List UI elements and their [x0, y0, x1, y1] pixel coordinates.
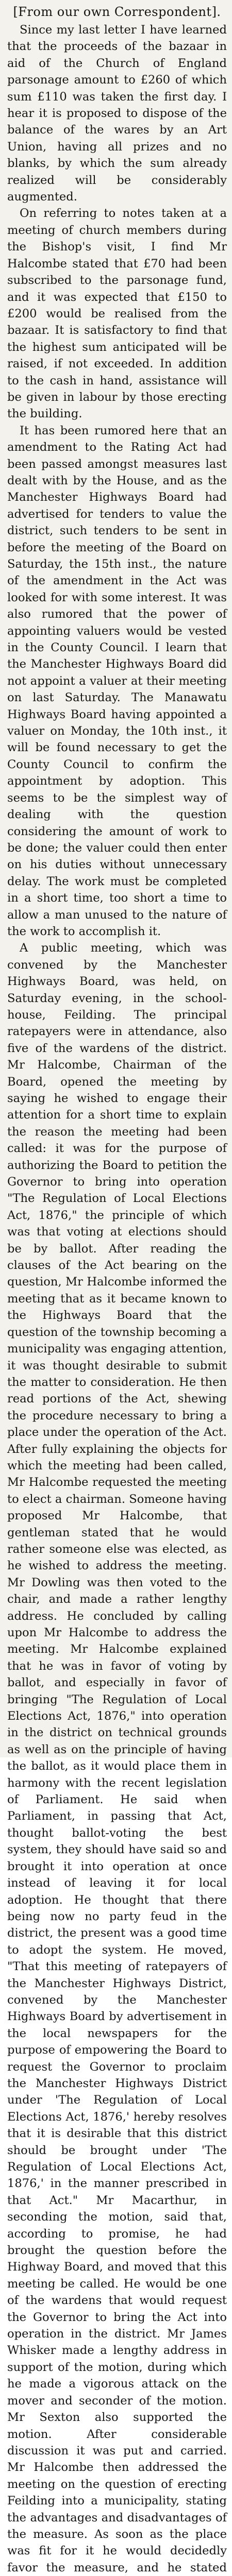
- paragraph-bazaar-proceeds: Since my last letter I have learned that the proceeds of the bazaar in aid of the Church of England parsonage amount to £260 of which sum £110 was taken the first day. I hear it is proposed to dispose of the balance of the wares by an Art Union, having all prizes and no blanks, by which the sum already realized will be considerably augmented.: [7, 23, 227, 204]
- byline: [From our own Correspondent].: [13, 5, 221, 19]
- paragraph-rating-act: It has been rumored here that an amendment to the Rating Act had been passed amongst measures last dealt with by the House, and as the Manchester Highways Board had advertised for tenders to value the district, such tenders to be sent in before the meeting of the Board on Saturday, the 15th inst., the nature of the amendment in the Act was looked for with some interest. It was also rumored that the power of appointing valuers would be vested in the County Council. I learn that the Manchester Highways Board did not appoint a valuer at their meeting on last Saturday. The Manawatu Highways Board having appointed a valuer on Monday, the 10th inst., it will be found necessary to get the County Council to confirm the appointment by adoption. This seems to be the simplest way of dealing with the question considering the amount of work to be done; the valuer could then enter on his duties without unnecessary delay. The work must be completed in a short time, too short a time to allow a man unused to the nature of the work to accomplish it.: [7, 423, 227, 938]
- paragraph-public-meeting: A public meeting, which was convened by the Manchester Highways Board, was held, on Saturday evening, in the school-house, Feilding. The principal ratepayers were in attendance, also five of the wardens of the district. Mr Halcombe, Chairman of the Board, opened the meeting by saying he wished to engage their attention for a short time to explain the reason the meeting had been called: it was for the purpose of authorizing the Board to petition the Governor to bring into operation "The Regulation of Local Elections Act, 1876," the principle of which was that voting at elections should be by ballot. After reading the clauses of the Act bearing on the question, Mr Halcombe informed the meeting that as it became known to the Highways Board that the question of the township becoming a municipality was engaging attention, it was thought desirable to submit the matter to consideration. He then read portions of the Act, shewing the procedure necessary to bring a place under the operation of the Act. After fully explaining the objects for which the meeting had been called, Mr Halcombe requested the meeting to elect a chairman. Someone having proposed Mr Halcombe, that gentleman stated that he would rather someone else was elected, as he wished to address the meeting. Mr Dowling was then voted to the chair, and made a rather lengthy address. He concluded by calling upon Mr Halcombe to address the meeting. Mr Halcombe explained that he was in favor of voting by ballot, and especially in favor of bringing "The Regulation of Local Elections Act, 1876," into operation in the district on technical grounds as well as on the principle of having the ballot, as it would place them in harmony with the recent legislation of Parliament. He said when Parliament, in passing that Act, thought ballot-voting the best system, they should have said so and brought it into operation at once instead of leaving it for local adoption. He thought that there being now no party feud in the district, the present was a good time to adopt the system. He moved, "That this meeting of ratepayers of the Manchester Highways District, convened by the Manchester Highways Board by advertisement in the local newspapers for the purpose of empowering the Board to request the Governor to proclaim the Manchester Highways District under 'The Regulation of Local Elections Act, 1876,' hereby resolves that it is desirable that this district should be brought under 'The Regulation of Local Elections Act, 1876,' in the manner prescribed in that Act." Mr Macarthur, in seconding the motion, said that, according to promise, he had brought the question before the Highway Board, and moved that this meeting be called. He would be one of the wardens that would request the Governor to bring the Act into operation in the district. Mr James Whisker made a lengthy address in support of the motion, during which he made a vigorous attack on the mover and seconder of the motion. Mr Sexton also supported the motion. After considerable discussion it was put and carried. Mr Halcombe then addressed the meeting on the question of erecting Feilding into a municipality, stating the advantages and disadvantages of the measure. As soon as the place was fit for it he would decidedly favor the measure, and he stated: [7, 941, 227, 2574]
- paragraph-parsonage-fund: On referring to notes taken at a meeting of church members during the Bishop's visit, I find Mr Halcombe stated that £70 had been subscribed to the parsonage fund, and it was expected that £150 to £200 would be realised from the bazaar. It is satisfactory to find that the highest sum anticipated will be raised, if not exceeded. In addition to the cash in hand, assistance will be given in labour by those erecting the building.: [7, 207, 227, 421]
